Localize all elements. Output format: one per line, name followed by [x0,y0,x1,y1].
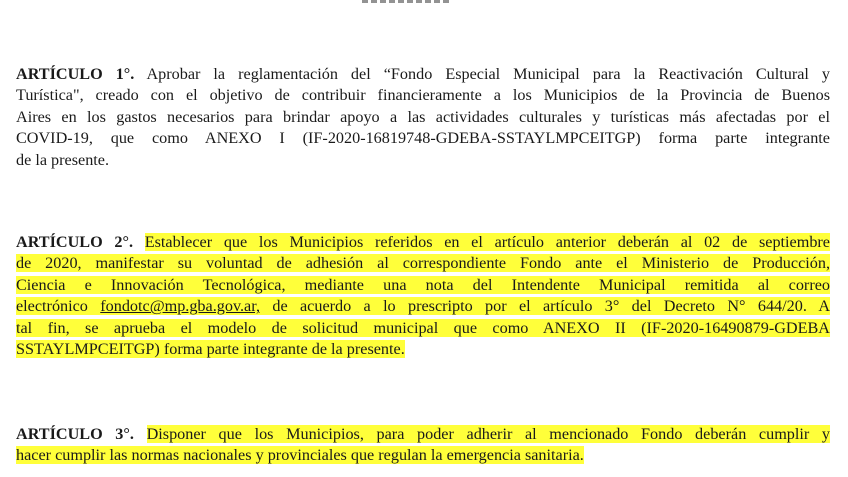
article-1-line-2: Turística", creado con el objetivo de contribuir financieramente a los Municipios de la Provincia de Buenos [16,86,830,105]
article-2-text-3: Ciencia e Innovación Tecnológica, mediante una nota del Intendente Municipal remitida al correo [16,275,830,294]
article-2-text-6: SSTAYLMPCEITGP) forma parte integrante de la presente. [16,340,405,359]
article-1-text-1: Aprobar la reglamentación del “Fondo Especial Municipal para la Reactivación Cultural y [146,65,830,83]
article-2-text-4-prefix: electrónico [16,297,88,316]
article-2-line-5 [16,318,830,339]
article-2-text-5: tal fin, se aprueba el modelo de solicitud municipal que como ANEXO II (IF-2020-16490879-GDEBA [16,318,830,337]
article-3-text-1: Disponer que los Municipios, para poder adherir al mencionado Fondo deberán cumplir y [146,425,830,443]
article-2 [16,232,830,360]
article-2-line-4 [16,296,830,317]
article-1-heading: ARTÍCULO 1°. [16,65,135,83]
article-1-line-1 [16,64,830,85]
article-2-line-1 [16,232,830,253]
article-3-text-2: hacer cumplir las normas nacionales y provinciales que regulan la emergencia sanitaria. [16,446,584,465]
cropped-heading-fragment [362,0,452,3]
article-2-heading: ARTÍCULO 2°. [16,233,133,251]
article-1-line-5: de la presente. [16,150,110,169]
article-1-line-3: Aires en los gastos necesarios para brindar apoyo a las actividades culturales y turísticas más afectadas por el [16,107,830,126]
email-link[interactable]: fondotc@mp.gba.gov.ar, [100,297,261,316]
article-1-line-4: COVID-19, que como ANEXO I (IF-2020-16819748-GDEBA-SSTAYLMPCEITGP) forma parte integrante [16,129,830,148]
article-3-line-2 [16,445,830,466]
article-3-heading: ARTÍCULO 3°. [16,425,134,443]
article-2-text-1: Establecer que los Municipios referidos en el artículo anterior deberán al 02 de septiembre [144,233,830,251]
article-3-line-1 [16,424,830,445]
article-2-text-4: de acuerdo a lo prescripto por el artículo 3° del Decreto N° 644/20. A [272,297,830,316]
article-3 [16,424,830,467]
article-2-line-6 [16,339,830,360]
article-2-text-2: de 2020, manifestar su voluntad de adhesión al correspondiente Fondo ante el Ministerio de Producción, [16,254,830,273]
article-1 [16,64,830,171]
article-2-line-3 [16,275,830,296]
article-2-line-2 [16,253,830,274]
